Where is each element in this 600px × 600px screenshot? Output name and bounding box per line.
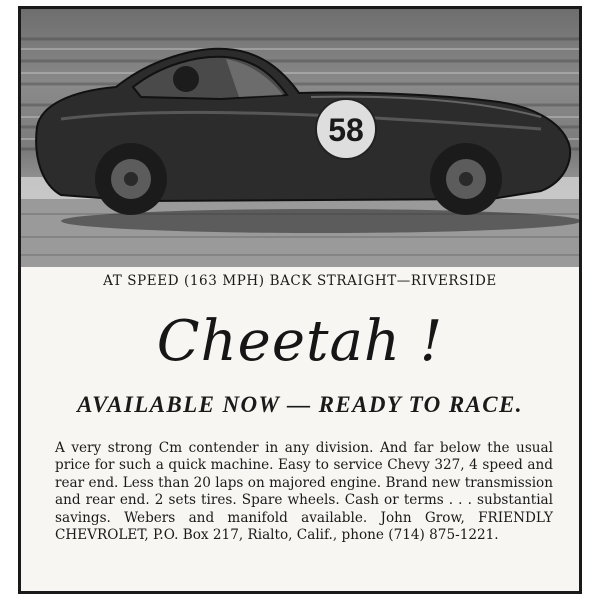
photo-caption: AT SPEED (163 MPH) BACK STRAIGHT—RIVERSIDE (103, 273, 497, 289)
race-car-illustration (21, 9, 579, 267)
headline: Cheetah ! (156, 309, 444, 374)
tagline: AVAILABLE NOW — READY TO RACE. (77, 392, 523, 417)
ad-body-text: A very strong Cm contender in any division. And far below the usual price for such a quick machine. Easy to service Chevy 327, 4 speed and rear end. Less than 20 laps on majored engine. Brand new transmission and rear end. 2 sets tires. Spare wheels. Cash or terms . . . substantial savings. Webers and manifold available. John Grow, FRIENDLY CHEVROLET, P.O. Box 217, Rialto, Calif., phone (714) 875-1221. (55, 440, 553, 544)
advertisement (18, 6, 582, 594)
race-car-photo (21, 9, 579, 267)
car-number: 58 (328, 112, 364, 148)
